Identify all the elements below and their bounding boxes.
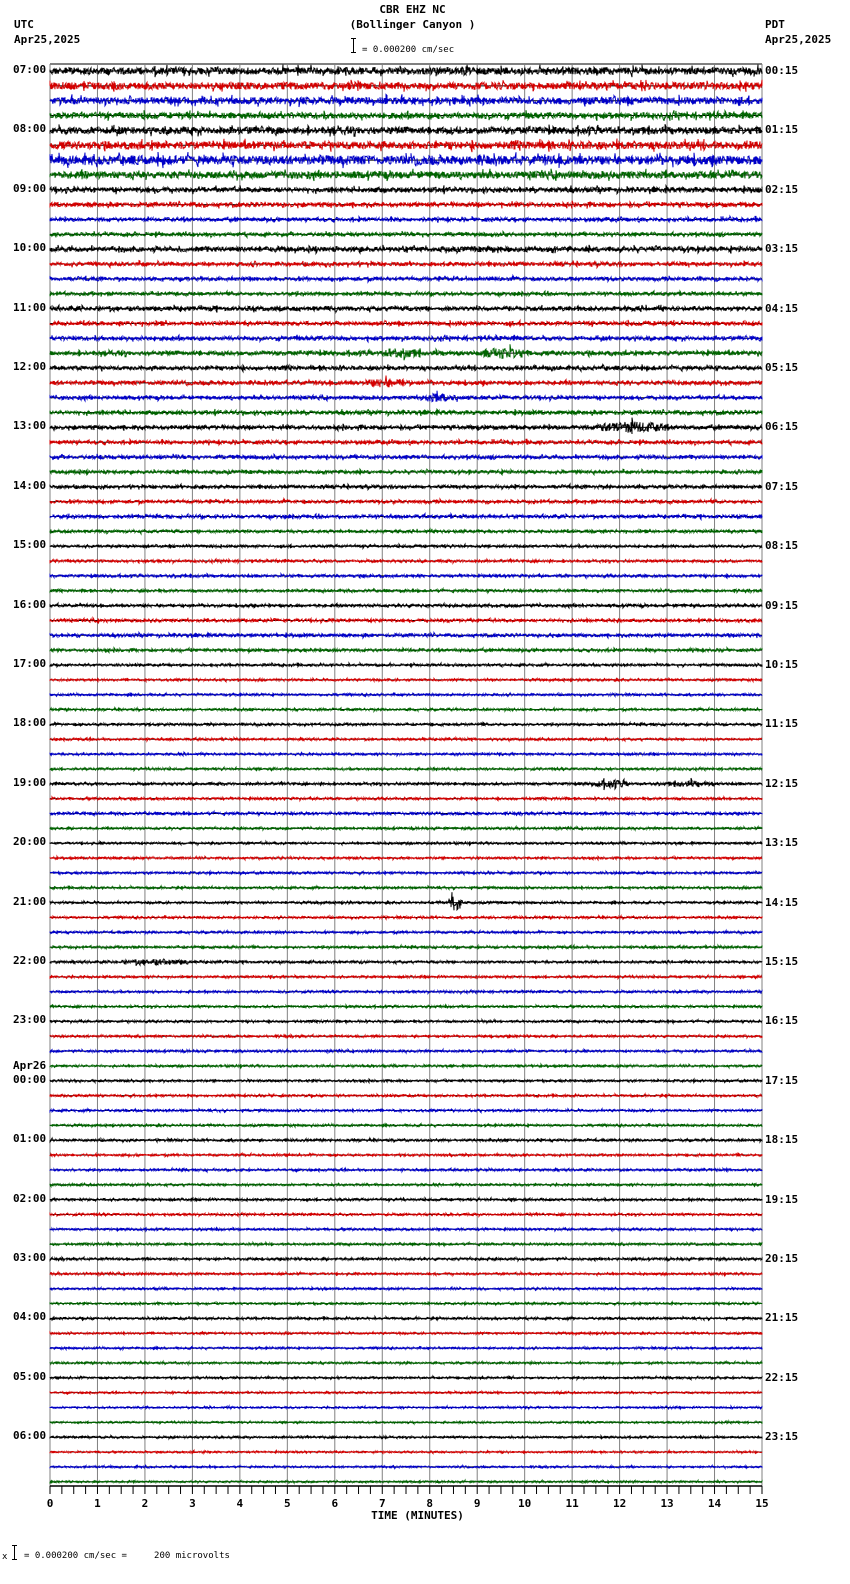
x-tick-label: 13	[660, 1497, 674, 1510]
utc-hour-label: 05:00	[13, 1369, 47, 1383]
pdt-hour-label: 16:15	[765, 1014, 799, 1028]
utc-hour-label: 09:00	[13, 181, 47, 195]
scale-text: = 0.000200 cm/sec	[362, 45, 455, 55]
x-tick-label: 2	[141, 1497, 149, 1510]
utc-hour-label: 01:00	[13, 1132, 47, 1146]
pdt-hour-label: 23:15	[765, 1430, 799, 1444]
pdt-hour-label: 10:15	[765, 658, 799, 671]
right-date: Apr25,2025	[765, 33, 832, 46]
pdt-hour-label: 01:15	[765, 123, 799, 137]
x-tick-label: 5	[284, 1497, 291, 1510]
utc-hour-label: 15:00	[13, 538, 47, 552]
utc-hour-label: 22:00	[13, 954, 47, 967]
pdt-hour-label: 07:15	[765, 479, 799, 493]
pdt-hour-label: 19:15	[765, 1192, 799, 1206]
utc-hour-label: 11:00	[13, 300, 47, 314]
utc-hour-label: 10:00	[13, 241, 47, 255]
pdt-hour-label: 09:15	[765, 598, 799, 612]
x-tick-label: 10	[518, 1497, 532, 1510]
date-change-label: Apr26	[13, 1058, 47, 1072]
utc-hour-label: 13:00	[13, 419, 47, 433]
utc-hour-label: 03:00	[13, 1251, 47, 1264]
utc-hour-label: 23:00	[13, 1013, 47, 1027]
pdt-hour-label: 17:15	[765, 1073, 799, 1087]
footer-marker: x	[2, 1552, 8, 1562]
pdt-hour-label: 04:15	[765, 301, 799, 315]
x-tick-label: 3	[189, 1497, 196, 1510]
station-title: CBR EHZ NC	[379, 3, 446, 16]
pdt-hour-label: 08:15	[765, 539, 799, 553]
x-tick-label: 7	[378, 1497, 386, 1510]
pdt-hour-label: 12:15	[765, 776, 799, 790]
footer-scale-bar-icon	[12, 1545, 17, 1560]
utc-hour-label: 08:00	[13, 122, 47, 136]
x-tick-label: 12	[612, 1497, 627, 1510]
station-location: (Bollinger Canyon )	[349, 18, 476, 31]
right-timezone: PDT	[765, 18, 785, 31]
pdt-hour-label: 14:15	[765, 895, 799, 909]
x-tick-label: 0	[46, 1497, 54, 1510]
left-timezone: UTC	[14, 18, 34, 31]
x-tick-label: 9	[473, 1497, 481, 1510]
utc-hour-label: 12:00	[13, 360, 47, 373]
utc-hour-label: 04:00	[13, 1310, 47, 1324]
utc-hour-label: 21:00	[13, 894, 47, 908]
utc-hour-label: 19:00	[13, 775, 47, 789]
pdt-hour-label: 15:15	[765, 955, 799, 968]
pdt-hour-label: 00:15	[765, 64, 799, 77]
utc-hour-label: 02:00	[13, 1191, 47, 1205]
utc-hour-label: 18:00	[13, 716, 47, 730]
utc-hour-label: 17:00	[13, 657, 47, 670]
pdt-hour-label: 06:15	[765, 420, 799, 434]
pdt-hour-label: 11:15	[765, 717, 799, 731]
pdt-hour-label: 05:15	[765, 361, 799, 374]
left-date: Apr25,2025	[14, 33, 81, 46]
pdt-hour-label: 13:15	[765, 836, 799, 850]
utc-hour-label: 06:00	[13, 1429, 47, 1443]
utc-hour-label: 16:00	[13, 597, 47, 611]
x-tick-label: 14	[707, 1497, 722, 1510]
pdt-hour-label: 03:15	[765, 242, 799, 256]
utc-hour-label: 07:00	[13, 63, 47, 76]
pdt-hour-label: 20:15	[765, 1252, 799, 1265]
x-tick-label: 11	[565, 1497, 579, 1510]
pdt-hour-label: 22:15	[765, 1370, 799, 1384]
utc-hour-label: 00:00	[13, 1072, 47, 1086]
utc-hour-label: 20:00	[13, 835, 47, 849]
x-tick-label: 4	[236, 1497, 244, 1510]
pdt-hour-label: 21:15	[765, 1311, 799, 1325]
footer-scale-text: = 0.000200 cm/sec = 200 microvolts	[24, 1551, 230, 1561]
x-tick-label: 6	[331, 1497, 339, 1510]
utc-hour-label: 14:00	[13, 478, 47, 492]
pdt-hour-label: 18:15	[765, 1133, 799, 1147]
x-tick-label: 1	[94, 1497, 101, 1510]
x-axis-title: TIME (MINUTES)	[371, 1509, 464, 1522]
x-tick-label: 8	[426, 1497, 434, 1510]
pdt-hour-label: 02:15	[765, 182, 799, 196]
x-tick-label: 15	[755, 1497, 769, 1510]
